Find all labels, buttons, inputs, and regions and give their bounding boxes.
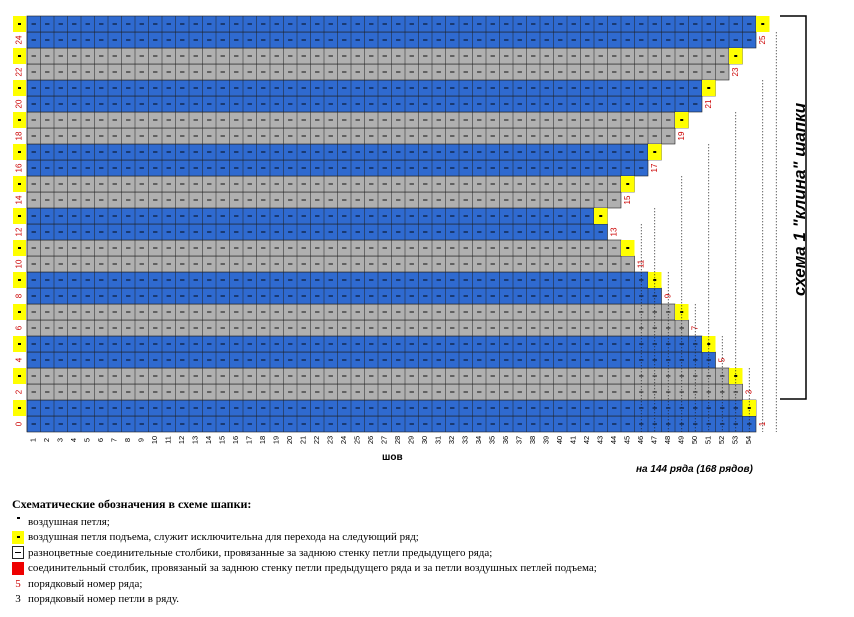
stitch-number-label: 33 bbox=[460, 435, 470, 445]
stitch-number-label: 24 bbox=[339, 435, 349, 445]
legend-title: Схематические обозначения в схеме шапки: bbox=[12, 497, 252, 511]
legend-item-turning-chain bbox=[12, 530, 597, 545]
stitch-number-label: 5 bbox=[82, 437, 92, 443]
stitch-number-label: 37 bbox=[514, 435, 524, 445]
stitch-number-label: 13 bbox=[190, 435, 200, 445]
turning-chain-symbol-icon bbox=[12, 531, 24, 544]
row-end-number: 13 bbox=[609, 227, 619, 237]
stitch-number-label: 47 bbox=[649, 435, 659, 445]
row-number-label: 12 bbox=[14, 227, 24, 237]
row-end-number: 15 bbox=[622, 195, 632, 205]
stitch-number-label: 52 bbox=[717, 435, 727, 445]
scheme-title: схема 1 "клина" шапки bbox=[790, 102, 809, 296]
chain-dash bbox=[18, 247, 21, 249]
stitch-number-label: 2 bbox=[42, 437, 52, 443]
row-end-number: 17 bbox=[649, 163, 659, 173]
stitch-number-label: 28 bbox=[393, 435, 403, 445]
row-number-label: 24 bbox=[14, 35, 24, 45]
row-number-label: 0 bbox=[14, 421, 24, 427]
chain-dash bbox=[18, 343, 21, 345]
legend bbox=[12, 497, 597, 607]
legend-item-row-number bbox=[12, 576, 597, 591]
total-rows-note: на 144 ряда (168 рядов) bbox=[636, 464, 753, 475]
chain-dash bbox=[18, 215, 21, 217]
stitch-number-label: 40 bbox=[555, 435, 565, 445]
stitch-number-label: 22 bbox=[312, 435, 322, 445]
stitch-number-label: 30 bbox=[420, 435, 430, 445]
stitch-number-label: 42 bbox=[582, 435, 592, 445]
stitch-number-label: 45 bbox=[622, 435, 632, 445]
row-end-number: 19 bbox=[676, 131, 686, 141]
legend-item-label: воздушная петля подъема, служит исключительна для перехода на следующий ряд; bbox=[28, 531, 419, 543]
stitch-number-symbol: 3 bbox=[15, 593, 21, 605]
chain-dash bbox=[18, 151, 21, 153]
row-end-number: 21 bbox=[703, 99, 713, 109]
stitch-number-label: 48 bbox=[663, 435, 673, 445]
stitch-number-label: 14 bbox=[204, 435, 214, 445]
chain-dash bbox=[761, 23, 764, 25]
chain-dash bbox=[18, 87, 21, 89]
row-number-label: 14 bbox=[14, 195, 24, 205]
stitch-number-label: 53 bbox=[730, 435, 740, 445]
stitch-number-label: 9 bbox=[136, 437, 146, 443]
chain-dash bbox=[626, 183, 629, 185]
row-number-label: 6 bbox=[14, 325, 24, 331]
stitch-number-label: 3 bbox=[55, 437, 65, 443]
legend-item-label: соединительный столбик, провязаный за заднюю стенку петли предыдущего ряда и за петли воздушных петлей подъема; bbox=[28, 562, 597, 574]
stitch-number-label: 4 bbox=[69, 437, 79, 443]
stitch-number-label: 21 bbox=[298, 435, 308, 445]
legend-item-stitch-number bbox=[12, 592, 597, 607]
legend-item-slip-stitch bbox=[12, 545, 597, 560]
stitch-number-label: 1 bbox=[28, 437, 38, 443]
chain-dash bbox=[653, 151, 656, 153]
row-number-symbol: 5 bbox=[15, 577, 21, 590]
stitch-number-label: 49 bbox=[676, 435, 686, 445]
stitch-number-label: 27 bbox=[379, 435, 389, 445]
row-number-label: 18 bbox=[14, 131, 24, 141]
row-end-number: 11 bbox=[636, 259, 646, 269]
row-end-number: 1 bbox=[757, 421, 767, 427]
stitch-number-label: 32 bbox=[447, 435, 457, 445]
row-end-number: 9 bbox=[663, 293, 673, 299]
stitch-number-label: 15 bbox=[217, 435, 227, 445]
legend-item-label: разноцветные соединительные столбики, провязанные за заднюю стенку петли предыдущего ряда; bbox=[28, 546, 493, 559]
stitch-number-label: 12 bbox=[177, 435, 187, 445]
stitch-number-label: 23 bbox=[325, 435, 335, 445]
stitch-number-label: 46 bbox=[636, 435, 646, 445]
stitch-number-label: 20 bbox=[285, 435, 295, 445]
stitch-number-label: 36 bbox=[501, 435, 511, 445]
chain-dash bbox=[18, 119, 21, 121]
stitch-number-label: 35 bbox=[487, 435, 497, 445]
legend-item-chain-stitch bbox=[12, 514, 597, 529]
stitch-number-label: 8 bbox=[123, 437, 133, 443]
stitch-number-label: 29 bbox=[406, 435, 416, 445]
stitch-number-label: 7 bbox=[109, 437, 119, 443]
stitch-number-label: 44 bbox=[609, 435, 619, 445]
chain-dash bbox=[18, 55, 21, 57]
row-number-label: 8 bbox=[14, 293, 24, 299]
stitch-number-label: 38 bbox=[528, 435, 538, 445]
legend-item-label: порядковый номер петли в ряду. bbox=[28, 593, 179, 605]
chain-dash bbox=[18, 375, 21, 377]
row-number-label: 16 bbox=[14, 163, 24, 173]
stitch-number-label: 25 bbox=[352, 435, 362, 445]
stitch-number-label: 51 bbox=[703, 435, 713, 445]
row-end-number: 25 bbox=[757, 35, 767, 45]
chain-dash bbox=[734, 55, 737, 57]
slip-stitch-symbol-icon bbox=[12, 546, 24, 559]
row-end-number: 23 bbox=[730, 67, 740, 77]
stitch-number-label: 54 bbox=[744, 435, 754, 445]
row-number-label: 2 bbox=[14, 389, 24, 395]
legend-item-joining-stitch bbox=[12, 561, 597, 576]
chain-dash bbox=[707, 87, 710, 89]
row-end-number: 3 bbox=[744, 389, 754, 395]
chain-stitch-symbol-icon bbox=[12, 515, 24, 528]
stitch-number-label: 17 bbox=[244, 435, 254, 445]
x-axis-title: шов bbox=[382, 452, 403, 463]
chain-dash bbox=[18, 311, 21, 313]
stitch-number-label: 18 bbox=[258, 435, 268, 445]
stitch-number-label: 19 bbox=[271, 435, 281, 445]
joining-stitch-symbol-icon bbox=[12, 562, 24, 575]
stitch-number-label: 34 bbox=[474, 435, 484, 445]
stitch-number-label: 26 bbox=[366, 435, 376, 445]
stitch-number-label: 10 bbox=[150, 435, 160, 445]
chain-dash bbox=[626, 247, 629, 249]
stitch-number-label: 31 bbox=[433, 435, 443, 445]
legend-item-label: воздушная петля; bbox=[28, 515, 110, 528]
chain-dash bbox=[18, 183, 21, 185]
row-number-label: 20 bbox=[14, 99, 24, 109]
stitch-number-label: 50 bbox=[690, 435, 700, 445]
stitch-number-label: 16 bbox=[231, 435, 241, 445]
chain-dash bbox=[18, 407, 21, 409]
stitch-number-label: 11 bbox=[163, 436, 173, 444]
chain-dash bbox=[680, 119, 683, 121]
stitch-number-label: 41 bbox=[568, 435, 578, 445]
stitch-number-label: 43 bbox=[595, 435, 605, 445]
row-number-label: 22 bbox=[14, 67, 24, 77]
chain-dash bbox=[18, 279, 21, 281]
row-number-label: 4 bbox=[14, 357, 24, 363]
stitch-number-label: 39 bbox=[541, 435, 551, 445]
row-end-number: 7 bbox=[690, 325, 700, 331]
legend-item-label: порядковый номер ряда; bbox=[28, 577, 143, 590]
chain-dash bbox=[18, 23, 21, 25]
stitch-number-label: 6 bbox=[96, 437, 106, 443]
row-end-number: 5 bbox=[717, 357, 727, 363]
chain-dash bbox=[599, 215, 602, 217]
row-number-label: 10 bbox=[14, 259, 24, 269]
